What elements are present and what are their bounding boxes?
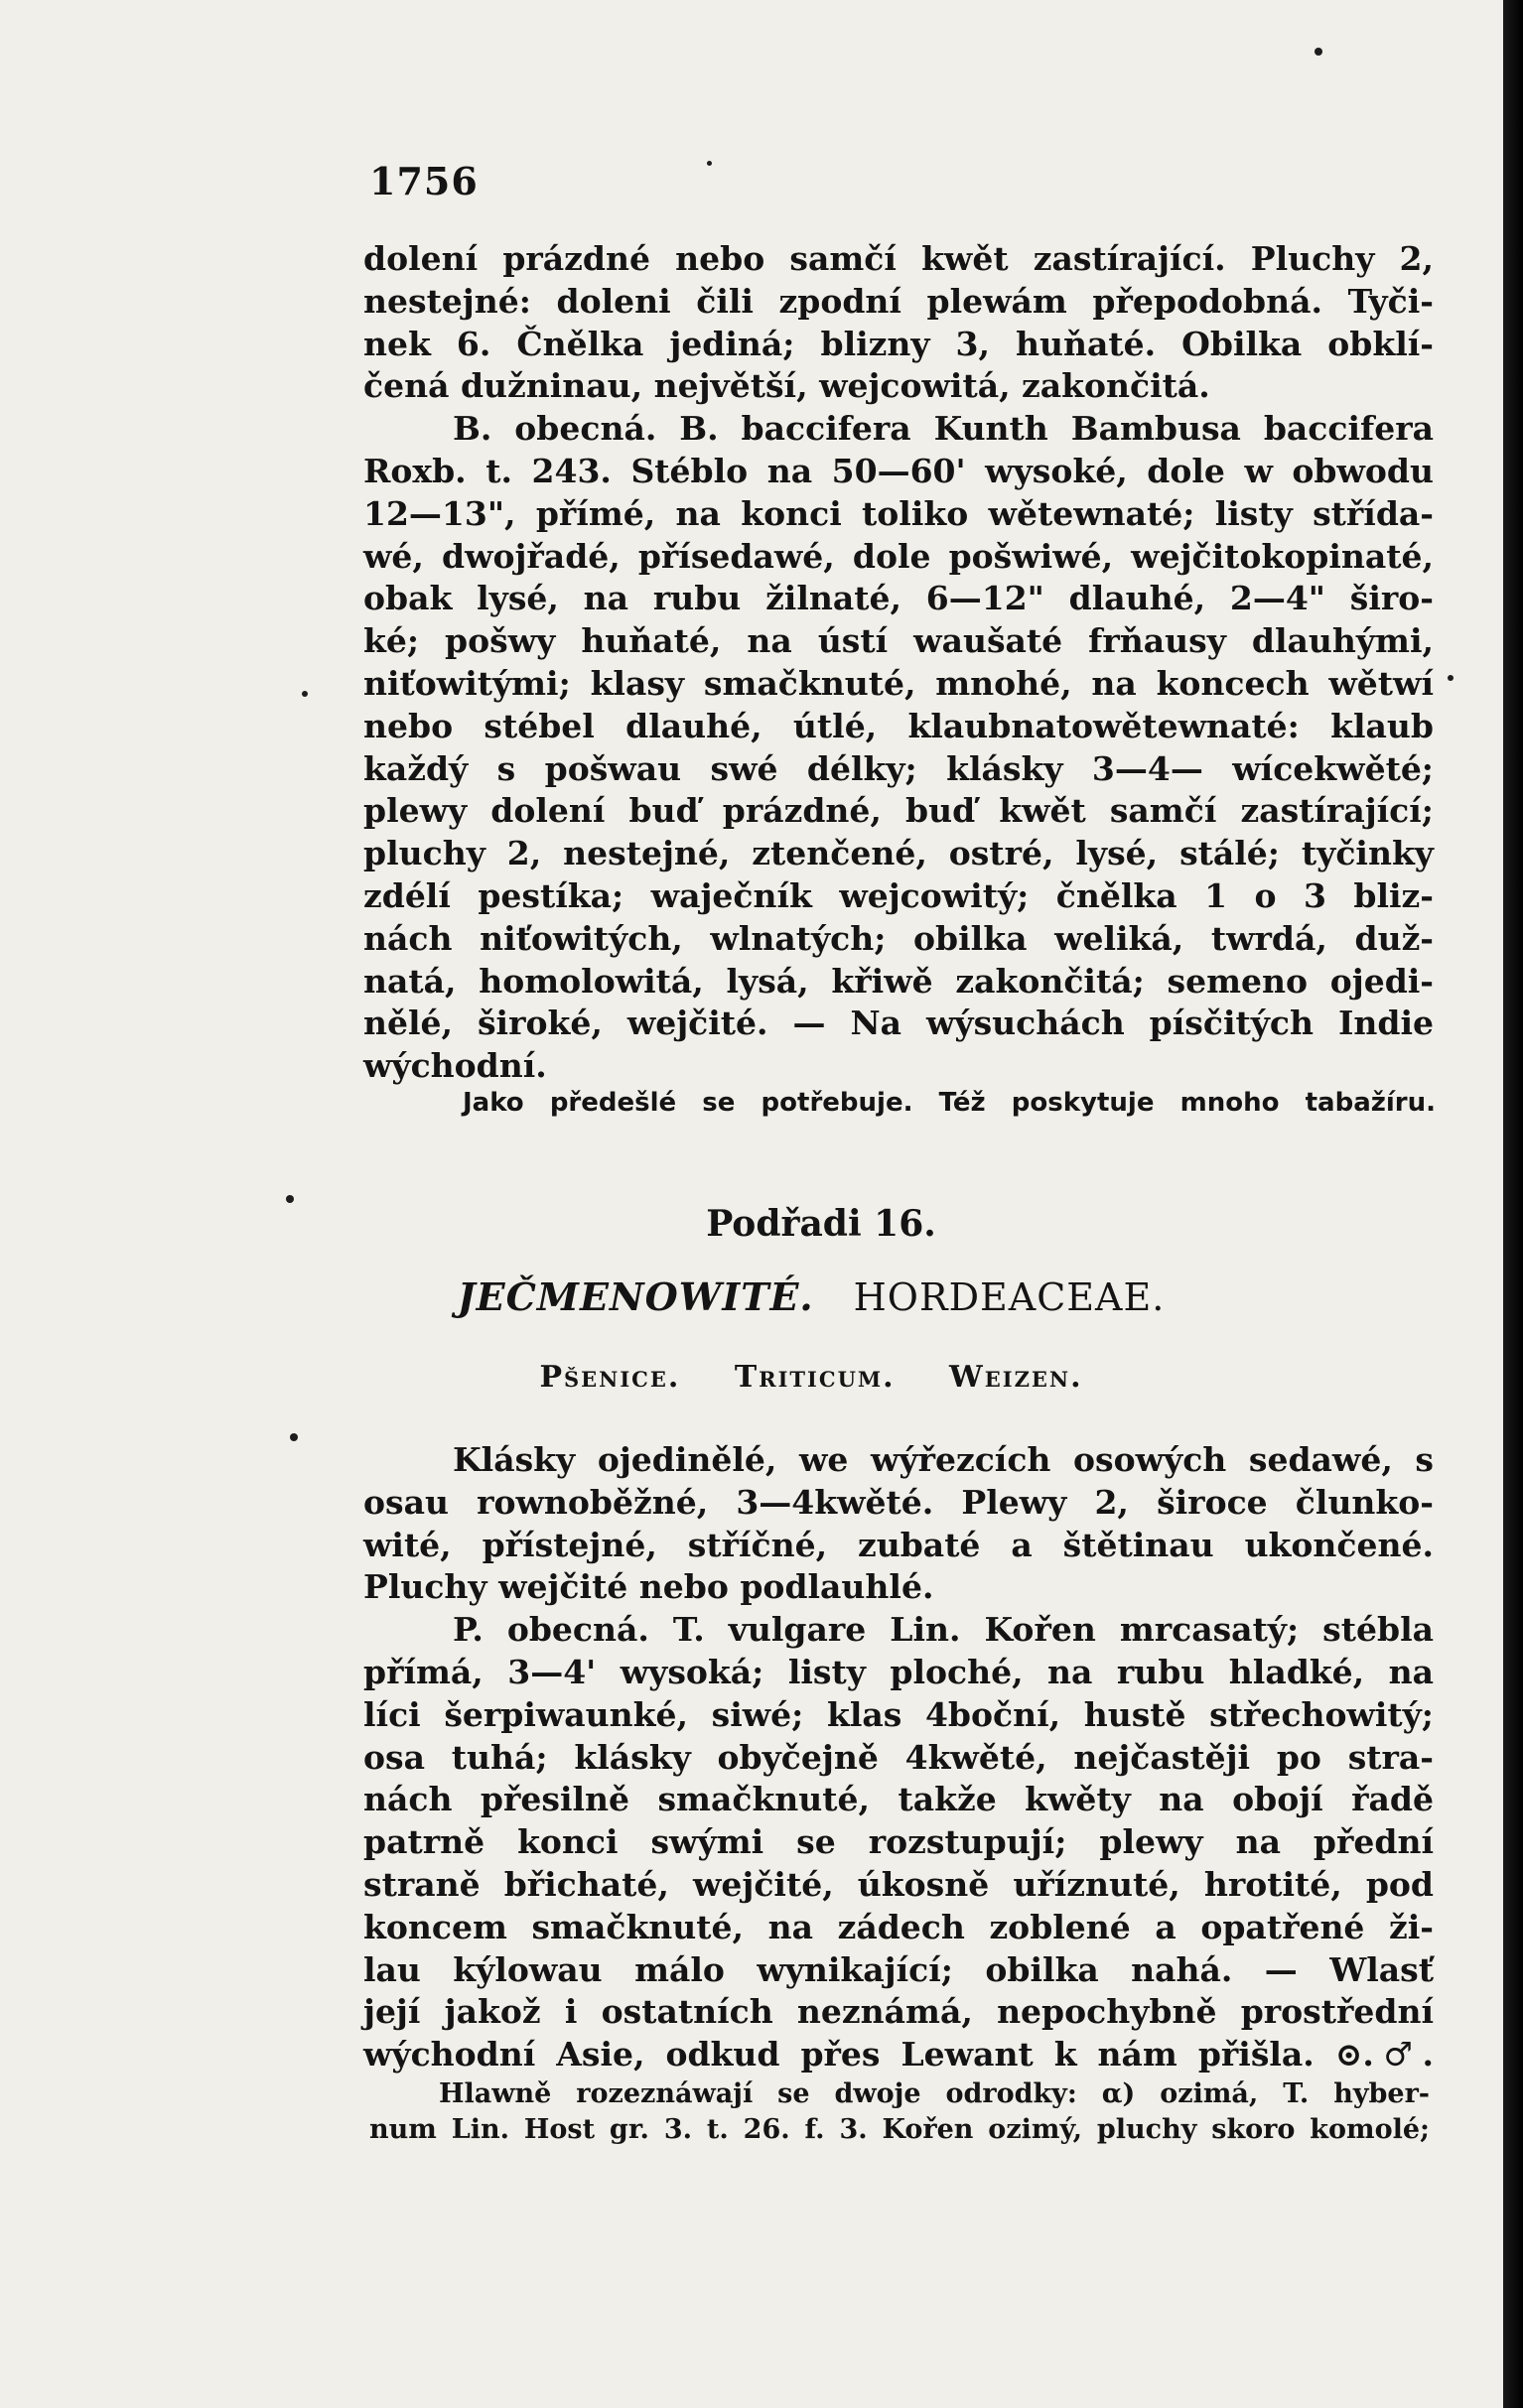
text-line: B. obecná. B. baccifera Kunth Bambusa baccifera [453, 409, 1434, 449]
text-line: nách přesilně smačknuté, takže kwěty na obojí řadě [363, 1780, 1434, 1819]
text-line: nělé, široké, wejčité. — Na wýsuchách písčitých Indie [363, 1003, 1434, 1043]
text-line: wé, dwojřadé, přísedawé, dole pošwiwé, wejčitokopinaté, [363, 536, 1434, 576]
text-line: Roxb. t. 243. Stéblo na 50—60' wysoké, dole w obwodu [363, 451, 1434, 490]
text-line: dolení prázdné nebo samčí kwět zastírající. Pluchy 2, [363, 239, 1434, 278]
text-line: nestejné: doleni čili zpodní plewám přepodobná. Tyči- [363, 281, 1434, 321]
print-speck [1448, 675, 1454, 681]
text-line: niťowitými; klasy smačknuté, mnohé, na koncech wětwí [363, 663, 1434, 703]
text-line: líci šerpiwaunké, siwé; klas 4boční, hustě střechowitý; [363, 1694, 1434, 1734]
text-line: nách niťowitých, wlnatých; obilka weliká, twrdá, duž- [363, 918, 1434, 958]
text-line: natá, homolowitá, lysá, křiwě zakončitá; semeno ojedi- [363, 961, 1434, 1001]
family-name-latin: HORDEACEAE. [853, 1275, 1166, 1319]
text-line: čená dužninau, největší, wejcowitá, zakončitá. [363, 366, 1210, 406]
text-line: nek 6. Čnělka jediná; blizny 3, huňaté. Obilka obklí- [363, 324, 1434, 363]
family-heading [0, 1274, 1503, 1319]
print-speck [707, 161, 712, 166]
text-line: koncem smačknuté, na zádech zoblené a opatřené ži- [363, 1907, 1434, 1946]
genus-heading [0, 1360, 1503, 1395]
note-line: Hlawně rozeznáwají se dwoje odrodky: α) ozimá, T. hyber- [439, 2078, 1430, 2109]
genus-description-bambusa [363, 238, 1434, 1088]
text-line: každý s pošwau swé délky; klásky 3—4— wícekwěté; [363, 748, 1434, 788]
text-line: P. obecná. T. vulgare Lin. Kořen mrcasatý; stébla [453, 1610, 1434, 1650]
genus-name-czech: Pšenice. [539, 1360, 681, 1395]
text-line: zdélí pestíka; waječník wejcowitý; čnělka 1 o 3 bliz- [363, 875, 1434, 915]
page-edge [1503, 0, 1523, 2408]
text-line: ké; pošwy huňaté, na ústí waušaté frňausy dlauhými, [363, 621, 1434, 661]
text-line: osa tuhá; klásky obyčejně 4kwěté, nejčastěji po stra- [363, 1737, 1434, 1777]
suborder-heading: Podřadi 16. [706, 1203, 936, 1245]
text-line: lau kýlowau málo wynikající; obilka nahá. — Wlasť [363, 1949, 1434, 1989]
print-speck [302, 691, 308, 697]
text-line: wýchodní Asie, odkud přes Lewant k nám přišla. ⊙.♂. [363, 2035, 1434, 2074]
text-line: Klásky ojedinělé, we wýřezcích osowých sedawé, s [453, 1440, 1434, 1479]
genus-name-latin: Triticum. [734, 1360, 896, 1395]
text-line: wité, přístejné, stříčné, zubaté a štětinau ukončené. [363, 1525, 1434, 1564]
page-number: 1756 [369, 159, 479, 203]
text-line: wýchodní. [363, 1046, 547, 1086]
text-line: pluchy 2, nestejné, ztenčené, ostré, lysé, stálé; tyčinky [363, 834, 1434, 873]
text-line: přímá, 3—4' wysoká; listy ploché, na rubu hladké, na [363, 1652, 1434, 1691]
text-line: obak lysé, na rubu žilnaté, 6—12" dlauhé, 2—4" širo- [363, 579, 1434, 618]
note-line: num Lin. Host gr. 3. t. 26. f. 3. Kořen ozimý, pluchy skoro komolé; [369, 2114, 1430, 2145]
text-line: osau rownoběžné, 3—4kwěté. Plewy 2, široce člunko- [363, 1482, 1434, 1522]
usage-note: Jako předešlé se potřebuje. Též poskytuje mnoho tabažíru. [463, 1088, 1436, 1118]
text-line: 12—13", přímé, na konci toliko wětewnaté; listy střída- [363, 493, 1434, 533]
text-line: nebo stébel dlauhé, útlé, klaubnatowětewnaté: klaub [363, 706, 1434, 745]
genus-description-triticum [363, 1439, 1434, 2076]
print-speck [1315, 48, 1322, 56]
text-line: patrně konci swými se rozstupují; plewy na přední [363, 1822, 1434, 1862]
genus-name-german: Weizen. [949, 1360, 1083, 1395]
print-speck [290, 1433, 298, 1441]
print-speck [286, 1195, 294, 1203]
text-line: Pluchy wejčité nebo podlauhlé. [363, 1567, 934, 1607]
text-line: její jakož i ostatních neznámá, nepochybně prostřední [363, 1992, 1434, 2032]
family-name-czech: JEČMENOWITÉ. [457, 1274, 814, 1319]
text-line: plewy dolení buď prázdné, buď kwět samčí zastírající; [363, 791, 1434, 831]
text-line: straně břichaté, wejčité, úkosně uříznuté, hrotité, pod [363, 1864, 1434, 1904]
variety-notes [369, 2076, 1430, 2148]
